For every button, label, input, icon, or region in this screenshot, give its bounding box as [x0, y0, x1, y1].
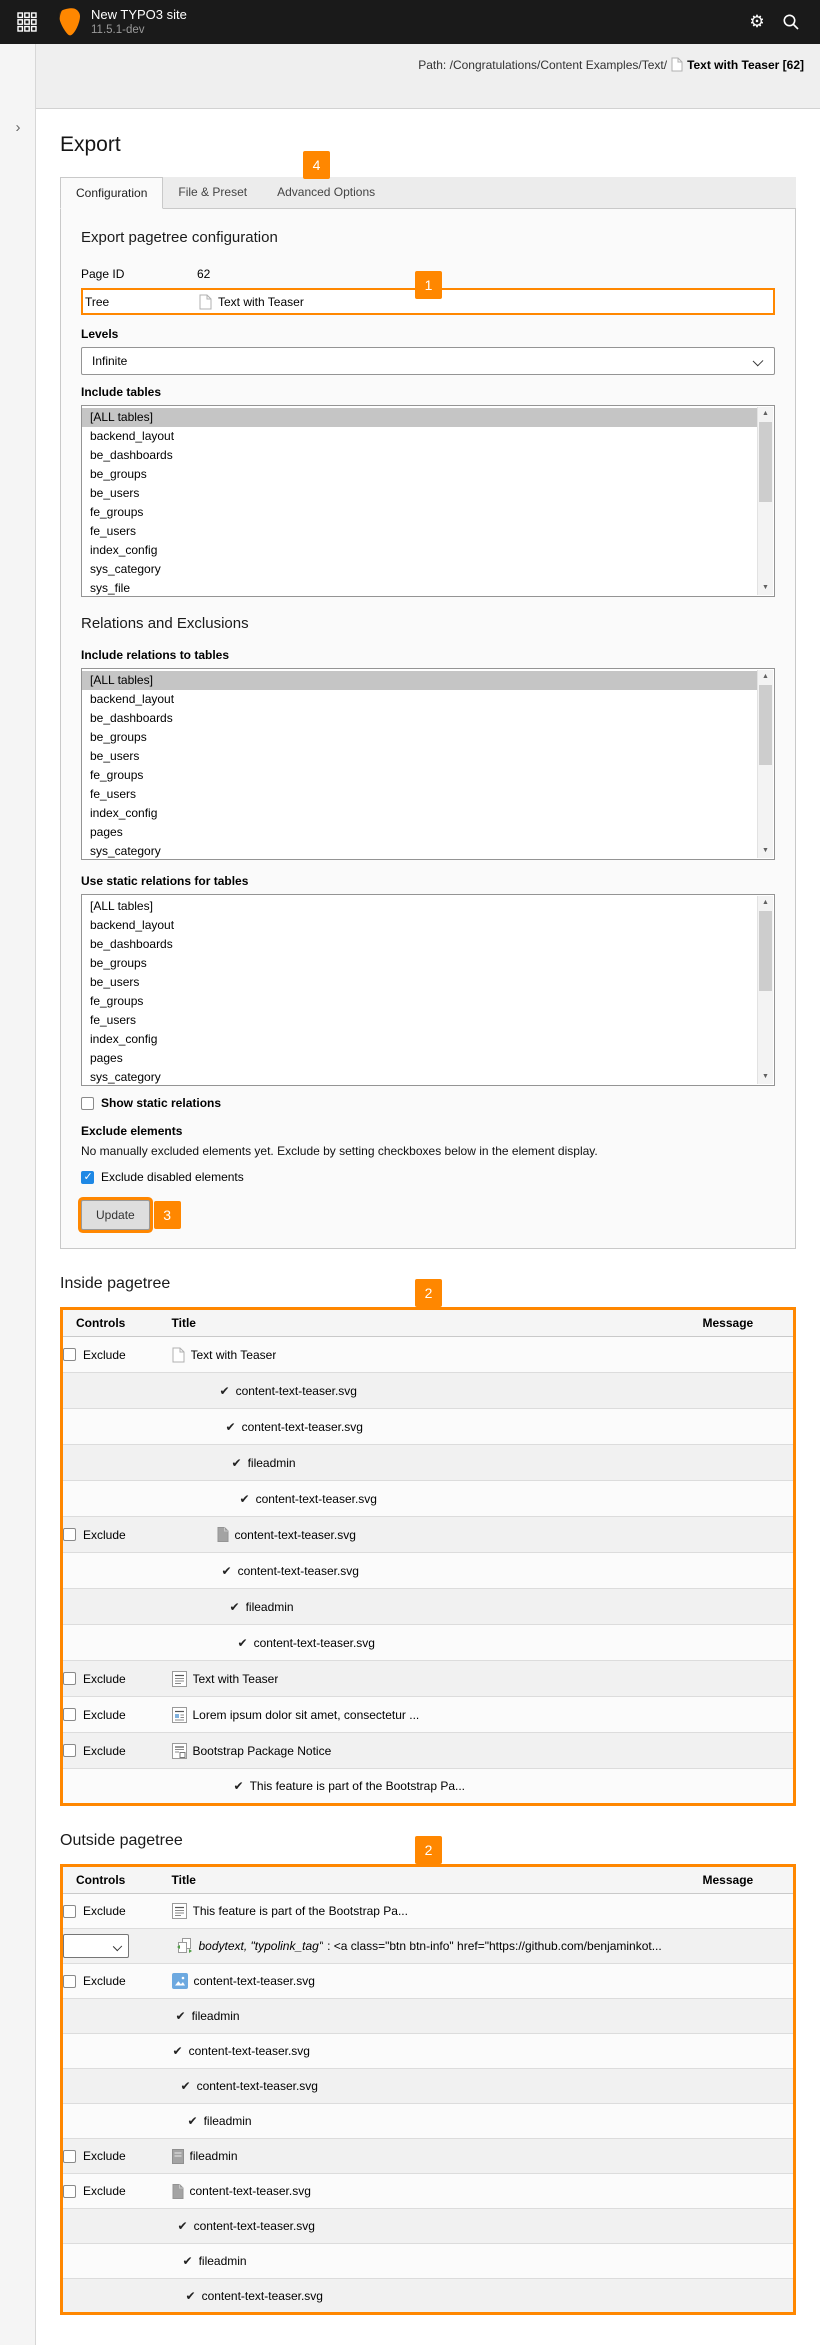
exclude-disabled-label: Exclude disabled elements: [101, 1170, 244, 1184]
row-message: [690, 1553, 795, 1589]
check-icon: ✔: [180, 2079, 191, 2093]
row-title: [172, 1636, 690, 1650]
exclude-checkbox[interactable]: [63, 1708, 76, 1721]
listbox-option[interactable]: fe_groups: [90, 505, 144, 519]
listbox-option[interactable]: be_users: [90, 749, 140, 763]
row-title: [172, 1671, 690, 1687]
table-row: [62, 1517, 795, 1553]
row-title: [172, 1384, 690, 1398]
listbox-option[interactable]: sys_category: [90, 1070, 161, 1084]
check-icon: ✔: [177, 2219, 188, 2233]
table-row: [62, 1409, 795, 1445]
image-blue-icon: [172, 1973, 188, 1989]
row-message: [690, 1697, 795, 1733]
row-title: [172, 2114, 690, 2128]
show-static-label: Show static relations: [101, 1096, 222, 1110]
row-message: [690, 2279, 795, 2314]
exclude-checkbox[interactable]: [63, 1672, 76, 1685]
exclude-label: Exclude: [83, 1904, 126, 1918]
exclude-label: Exclude: [83, 1527, 126, 1542]
tab-advanced-options[interactable]: Advanced Options: [277, 185, 376, 199]
show-static-checkbox[interactable]: [81, 1097, 94, 1110]
row-title: [172, 2289, 690, 2303]
file-gray-icon: [217, 1527, 229, 1542]
row-title-text: fileadmin: [203, 2114, 252, 2128]
badge-3: 3: [154, 1201, 181, 1229]
tab-configuration[interactable]: Configuration: [60, 177, 163, 209]
listbox-option[interactable]: backend_layout: [90, 918, 175, 932]
row-title-text: content-text-teaser.svg: [193, 2219, 315, 2233]
config-section-title: Export pagetree configuration: [81, 229, 278, 246]
row-title: [172, 2254, 690, 2268]
grid-icon: [17, 12, 37, 32]
check-icon: ✔: [229, 1599, 240, 1614]
chevron-down-icon: [113, 1942, 122, 1951]
scrollbar[interactable]: [757, 896, 773, 1084]
static-relations-options: [82, 895, 757, 1086]
listbox-option[interactable]: sys_category: [90, 562, 161, 576]
check-icon: ✔: [239, 1491, 250, 1506]
breadcrumb: [418, 57, 804, 72]
inside-pagetree-table: [60, 1307, 796, 1806]
listbox-option[interactable]: [ALL tables]: [82, 408, 757, 427]
row-title-text: content-text-teaser.svg: [201, 2288, 323, 2303]
file-gray-icon: [172, 2184, 184, 2199]
table-row: [62, 2139, 795, 2174]
tree-row: [81, 277, 775, 315]
badge-4: 4: [303, 151, 330, 179]
breadcrumb-path: Path: /Congratulations/Content Examples/Text/: [418, 57, 668, 72]
outside-section-head: [60, 1832, 796, 1864]
scroll-up-icon[interactable]: ▲: [762, 899, 769, 906]
table-row: [62, 2174, 795, 2209]
row-title: [172, 1347, 690, 1363]
row-title-text: content-text-teaser.svg: [253, 1635, 375, 1650]
levels-select[interactable]: [81, 347, 775, 375]
listbox-option[interactable]: be_groups: [90, 467, 147, 481]
chevron-down-icon: [753, 356, 764, 367]
row-title: [172, 2149, 690, 2164]
row-title: [172, 2079, 690, 2093]
column-controls: Controls: [62, 1866, 172, 1894]
search-button[interactable]: [774, 5, 808, 39]
storage-icon: [172, 2149, 184, 2164]
row-title-text: content-text-teaser.svg: [189, 2184, 311, 2198]
row-title: [172, 1456, 690, 1470]
listbox-option[interactable]: be_dashboards: [90, 937, 173, 951]
tree-label: Tree: [85, 294, 110, 309]
check-icon: ✔: [225, 1419, 236, 1434]
table-header-row: [62, 1866, 795, 1894]
tabbar: [60, 177, 796, 209]
settings-button[interactable]: [740, 5, 774, 39]
page-id-label: Page ID: [81, 267, 125, 281]
page-icon: [172, 1347, 185, 1363]
include-relations-label: Include relations to tables: [81, 648, 230, 662]
row-title-text: content-text-teaser.svg: [237, 1563, 359, 1578]
row-title: [172, 1743, 690, 1759]
typo3-logo-icon: [56, 8, 81, 36]
site-title: New TYPO3 site: [91, 6, 187, 22]
listbox-option[interactable]: sys_file: [90, 581, 131, 595]
table-row: [62, 1373, 795, 1409]
row-message: [690, 1589, 795, 1625]
levels-label: Levels: [81, 327, 119, 341]
listbox-option[interactable]: fe_users: [90, 1013, 137, 1027]
page-icon: [199, 294, 212, 310]
exclude-control: [63, 1348, 172, 1362]
exclude-checkbox[interactable]: [63, 2185, 76, 2198]
table-row: [62, 1589, 795, 1625]
row-title-field: bodytext, "typolink_tag": [198, 1939, 324, 1953]
table-row: [62, 2069, 795, 2104]
listbox-option[interactable]: fe_groups: [90, 994, 144, 1008]
include-tables-listbox[interactable]: [81, 405, 775, 597]
row-title-text: content-text-teaser.svg: [255, 1491, 377, 1506]
tab-file-preset[interactable]: File & Preset: [178, 185, 248, 199]
exclude-label: Exclude: [83, 1743, 126, 1758]
exclude-checkbox[interactable]: [63, 2150, 76, 2163]
listbox-option[interactable]: index_config: [90, 543, 158, 557]
table-row: [62, 1769, 795, 1805]
scroll-down-icon[interactable]: ▼: [762, 847, 769, 854]
listbox-option[interactable]: index_config: [90, 806, 158, 820]
row-title-text: fileadmin: [189, 2149, 238, 2163]
exclude-label: Exclude: [83, 1707, 126, 1722]
table-row: [62, 1999, 795, 2034]
site-version: 11.5.1-dev: [91, 23, 145, 36]
listbox-option[interactable]: [ALL tables]: [82, 671, 757, 690]
row-title: [172, 2044, 690, 2058]
check-icon: ✔: [233, 1779, 244, 1793]
row-message: [690, 1517, 795, 1553]
row-title: [172, 1420, 690, 1434]
row-title-text: Text with Teaser: [192, 1671, 279, 1686]
scrollbar-thumb[interactable]: [759, 422, 772, 502]
row-message: [690, 2209, 795, 2244]
check-icon: ✔: [187, 2114, 198, 2128]
listbox-option[interactable]: sys_category: [90, 844, 161, 858]
listbox-option[interactable]: index_config: [90, 1032, 158, 1046]
listbox-option[interactable]: backend_layout: [90, 692, 175, 706]
listbox-option[interactable]: be_users: [90, 486, 140, 500]
row-title: [172, 1492, 690, 1506]
table-row: [62, 1697, 795, 1733]
tabs-wrap: [60, 157, 796, 1249]
table-row: [62, 2279, 795, 2314]
table-row: [62, 1733, 795, 1769]
badge-1: 1: [415, 271, 442, 299]
listbox-option[interactable]: be_groups: [90, 730, 147, 744]
table-row: [62, 1894, 795, 1929]
row-title-text: This feature is part of the Bootstrap Pa...: [192, 1904, 408, 1918]
row-message: [690, 1964, 795, 1999]
column-title: Title: [172, 1309, 690, 1337]
row-title: [172, 1600, 690, 1614]
row-title-text: content-text-teaser.svg: [241, 1419, 363, 1434]
table-row: [62, 1929, 795, 1964]
exclude-control: [63, 1528, 172, 1542]
row-title: [172, 2184, 690, 2199]
listbox-option[interactable]: backend_layout: [90, 429, 175, 443]
badge-2-inside: 2: [415, 1279, 442, 1307]
badge-2-outside: 2: [415, 1836, 442, 1864]
search-icon: [782, 13, 800, 31]
table-row: [62, 1661, 795, 1697]
scrollbar-thumb[interactable]: [759, 911, 772, 991]
column-title: Title: [172, 1866, 690, 1894]
configuration-panel: [60, 209, 796, 1249]
content-notice-icon: [172, 1743, 187, 1759]
scroll-up-icon[interactable]: ▲: [762, 410, 769, 417]
exclude-checkbox[interactable]: [63, 1348, 76, 1361]
exclude-control: [63, 1672, 172, 1686]
exclude-control: [63, 1708, 172, 1722]
check-icon: ✔: [182, 2254, 193, 2268]
row-message: [690, 2174, 795, 2209]
listbox-option[interactable]: [ALL tables]: [90, 899, 153, 913]
show-static-row: [81, 1096, 775, 1110]
exclude-control: [63, 1974, 172, 1988]
row-message: [690, 2139, 795, 2174]
content-text-icon: [172, 1671, 187, 1687]
row-title: [172, 1903, 690, 1919]
exclude-disabled-checkbox[interactable]: [81, 1171, 94, 1184]
outside-pagetree-table: [60, 1864, 796, 2315]
reference-icon: [176, 1938, 193, 1955]
row-title: [172, 1527, 690, 1542]
inside-title: Inside pagetree: [60, 1275, 171, 1292]
listbox-option[interactable]: be_groups: [90, 956, 147, 970]
row-title: [172, 1938, 690, 1955]
row-message: [690, 1769, 795, 1805]
row-title-text: This feature is part of the Bootstrap Pa...: [249, 1779, 466, 1793]
row-message: [690, 1894, 795, 1929]
levels-value: Infinite: [92, 354, 128, 368]
table-row: [62, 2104, 795, 2139]
row-message: [690, 2034, 795, 2069]
row-title-text: Lorem ipsum dolor sit amet, consectetur ...: [192, 1707, 420, 1722]
table-row: [62, 1625, 795, 1661]
breadcrumb-current: Text with Teaser [62]: [687, 57, 804, 72]
row-message: [690, 1999, 795, 2034]
row-title: [172, 2219, 690, 2233]
static-relations-listbox[interactable]: [81, 894, 775, 1086]
page-id-value: 62: [197, 267, 211, 281]
column-controls: Controls: [62, 1309, 172, 1337]
scrollbar[interactable]: [757, 407, 773, 595]
tree-value: Text with Teaser: [218, 294, 304, 309]
exclude-disabled-row: [81, 1170, 775, 1184]
update-button[interactable]: Update: [81, 1200, 150, 1230]
scroll-down-icon[interactable]: ▼: [762, 584, 769, 591]
scrollbar[interactable]: [757, 670, 773, 858]
row-title: [172, 1707, 690, 1723]
row-title-text: : <a class="btn btn-info" href="https://github.com/benjaminkot...: [327, 1939, 662, 1953]
listbox-option[interactable]: fe_users: [90, 787, 137, 801]
check-icon: ✔: [231, 1455, 242, 1470]
row-title-text: content-text-teaser.svg: [235, 1383, 357, 1398]
table-row: [62, 2034, 795, 2069]
table-row: [62, 1553, 795, 1589]
module-body: [36, 109, 820, 2345]
modules-grid-icon[interactable]: [12, 7, 42, 37]
row-message: [690, 1409, 795, 1445]
content-text-icon: [172, 1903, 187, 1919]
inside-section-head: [60, 1275, 796, 1307]
table-row: [62, 1481, 795, 1517]
row-message: [690, 1445, 795, 1481]
exclude-checkbox[interactable]: [63, 1905, 76, 1918]
row-title-text: content-text-teaser.svg: [196, 2079, 318, 2093]
page-title: Export: [60, 133, 121, 156]
column-message: Message: [690, 1866, 795, 1894]
row-message: [690, 1337, 795, 1373]
exclude-checkbox[interactable]: [63, 1528, 76, 1541]
scroll-up-icon[interactable]: ▲: [762, 673, 769, 680]
row-message: [690, 2244, 795, 2279]
check-icon: ✔: [172, 2044, 183, 2058]
content-textpic-icon: [172, 1707, 187, 1723]
row-title-text: content-text-teaser.svg: [193, 1974, 315, 1988]
exclude-checkbox[interactable]: [63, 1975, 76, 1988]
include-tables-options: [82, 406, 757, 597]
check-icon: ✔: [221, 1563, 232, 1578]
include-tables-label: Include tables: [81, 385, 162, 399]
row-title-text: content-text-teaser.svg: [188, 2044, 310, 2058]
row-title-text: content-text-teaser.svg: [234, 1527, 356, 1542]
check-icon: ✔: [219, 1383, 230, 1398]
exclude-control: [63, 1904, 172, 1918]
row-title-text: Bootstrap Package Notice: [192, 1743, 332, 1758]
exclude-control: [63, 2184, 172, 2198]
include-relations-options: [82, 669, 757, 860]
table-row: [62, 1337, 795, 1373]
table-header-row: [62, 1309, 795, 1337]
page-icon: [671, 57, 683, 72]
row-message: [690, 1733, 795, 1769]
column-message: Message: [690, 1309, 795, 1337]
row-message: [690, 1929, 795, 1964]
scrollbar-thumb[interactable]: [759, 685, 772, 765]
listbox-option[interactable]: be_users: [90, 975, 140, 989]
check-icon: ✔: [175, 2009, 186, 2023]
row-title: [172, 2009, 690, 2023]
row-title: [172, 1779, 690, 1793]
exclude-label: Exclude: [83, 1671, 126, 1686]
exclude-label: Exclude: [83, 2149, 126, 2163]
exclude-elements-label: Exclude elements: [81, 1124, 183, 1138]
exclude-control: [63, 1744, 172, 1758]
update-wrap: [81, 1200, 775, 1230]
relation-action-select[interactable]: [63, 1934, 129, 1958]
exclude-checkbox[interactable]: [63, 1744, 76, 1757]
relations-section-title: Relations and Exclusions: [81, 615, 249, 632]
exclude-label: Exclude: [83, 1347, 126, 1362]
docheader: [36, 44, 820, 109]
exclude-label: Exclude: [83, 2184, 126, 2198]
exclude-label: Exclude: [83, 1974, 126, 1988]
listbox-option[interactable]: fe_users: [90, 524, 137, 538]
table-row: [62, 2244, 795, 2279]
row-message: [690, 2104, 795, 2139]
site-meta: [91, 7, 187, 38]
row-title-text: fileadmin: [247, 1455, 296, 1470]
scroll-down-icon[interactable]: ▼: [762, 1073, 769, 1080]
topbar: [0, 0, 820, 44]
row-message: [690, 1661, 795, 1697]
typo3-logo[interactable]: [56, 8, 81, 36]
gear-icon: ⚙: [749, 12, 765, 31]
row-title-text: fileadmin: [245, 1599, 294, 1614]
row-title-text: fileadmin: [198, 2254, 247, 2268]
shell: [0, 109, 820, 2345]
row-title: [172, 1973, 690, 1989]
outside-title: Outside pagetree: [60, 1832, 183, 1849]
tree-value-wrap: [199, 294, 304, 310]
exclude-elements-note: No manually excluded elements yet. Exclude by setting checkboxes below in the element display.: [81, 1144, 598, 1158]
expand-nav-chevron-icon[interactable]: ›: [15, 119, 21, 136]
listbox-option[interactable]: pages: [90, 825, 123, 839]
row-title-text: fileadmin: [191, 2009, 240, 2023]
listbox-option[interactable]: fe_groups: [90, 768, 144, 782]
exclude-control: [63, 2149, 172, 2163]
row-title: [172, 1564, 690, 1578]
nav-collapsed-strip: [0, 44, 36, 2345]
listbox-option[interactable]: be_dashboards: [90, 711, 173, 725]
check-icon: ✔: [185, 2288, 196, 2303]
table-row: [62, 2209, 795, 2244]
listbox-option[interactable]: pages: [90, 1051, 123, 1065]
table-row: [62, 1964, 795, 1999]
static-relations-label: Use static relations for tables: [81, 874, 249, 888]
table-row: [62, 1445, 795, 1481]
row-message: [690, 2069, 795, 2104]
include-relations-listbox[interactable]: [81, 668, 775, 860]
row-title-text: Text with Teaser: [190, 1347, 277, 1362]
row-message: [690, 1625, 795, 1661]
check-icon: ✔: [237, 1635, 248, 1650]
listbox-option[interactable]: be_dashboards: [90, 448, 173, 462]
row-message: [690, 1373, 795, 1409]
row-message: [690, 1481, 795, 1517]
